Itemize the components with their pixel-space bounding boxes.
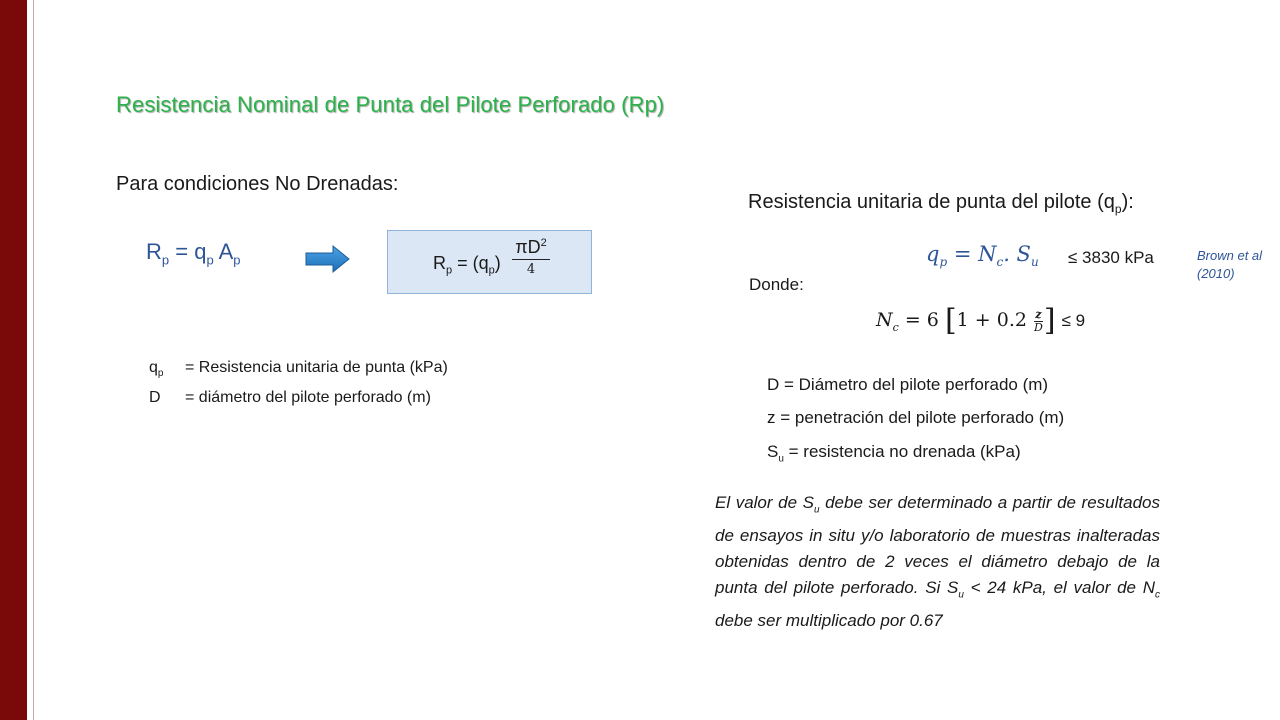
- area-fraction: $\pi D^2$ 4: [512, 237, 550, 277]
- slide-title: Resistencia Nominal de Punta del Pilote Perforado (Rp): [116, 92, 665, 117]
- accent-sidebar: [0, 0, 27, 720]
- divider-line: [33, 0, 34, 720]
- variable-item: $S_u$ = resistencia no drenada (kPa): [767, 441, 1021, 465]
- definitions-list: [149, 356, 448, 416]
- variable-item: z = penetración del pilote perforado (m): [767, 408, 1065, 428]
- definition-item: $q_p$ = Resistencia unitaria de punta (kPa): [149, 359, 448, 380]
- su-note-paragraph: El valor de $S_u$ debe ser determinado a partir de resultados de ensayos in situ y/o laboratorio de muestras inalteradas obtenidas dentro de 2 veces el diámetro debajo de la punta del pilote perforado. Si $S_u < 24$ kPa, el valor de $N_c$ debe ser multiplicado por 0.67: [715, 493, 1160, 630]
- rp-expanded-lhs: $R_p = (q_p)$: [433, 253, 501, 277]
- qp-equation: $q_p = N_c$. $S_u$: [926, 242, 1039, 270]
- variables-list: [767, 372, 1064, 472]
- condition-heading: Para condiciones No Drenadas:: [116, 173, 399, 195]
- arrow-right-icon: [305, 244, 351, 274]
- rp-formula: $R_p = q_p$ $A_p$: [146, 239, 241, 268]
- qp-limit: ≤ 3830 kPa: [1068, 248, 1154, 267]
- nc-equation: $N_c = 6$ [1 + 0.2 $\frac{z}{D}$ ] ≤ 9: [876, 303, 1086, 338]
- donde-label: Donde:: [749, 275, 804, 294]
- reference-citation: Brown et al (2010): [1197, 248, 1263, 281]
- definition-item: D = diámetro del pilote perforado (m): [149, 389, 431, 407]
- rp-expanded-formula-box: [387, 230, 592, 294]
- qp-heading: Resistencia unitaria de punta del pilote $(q_p)$:: [748, 191, 1134, 216]
- z-over-d-fraction: $\frac{z}{D}$: [1034, 307, 1043, 334]
- variable-item: D = Diámetro del pilote perforado (m): [767, 375, 1049, 394]
